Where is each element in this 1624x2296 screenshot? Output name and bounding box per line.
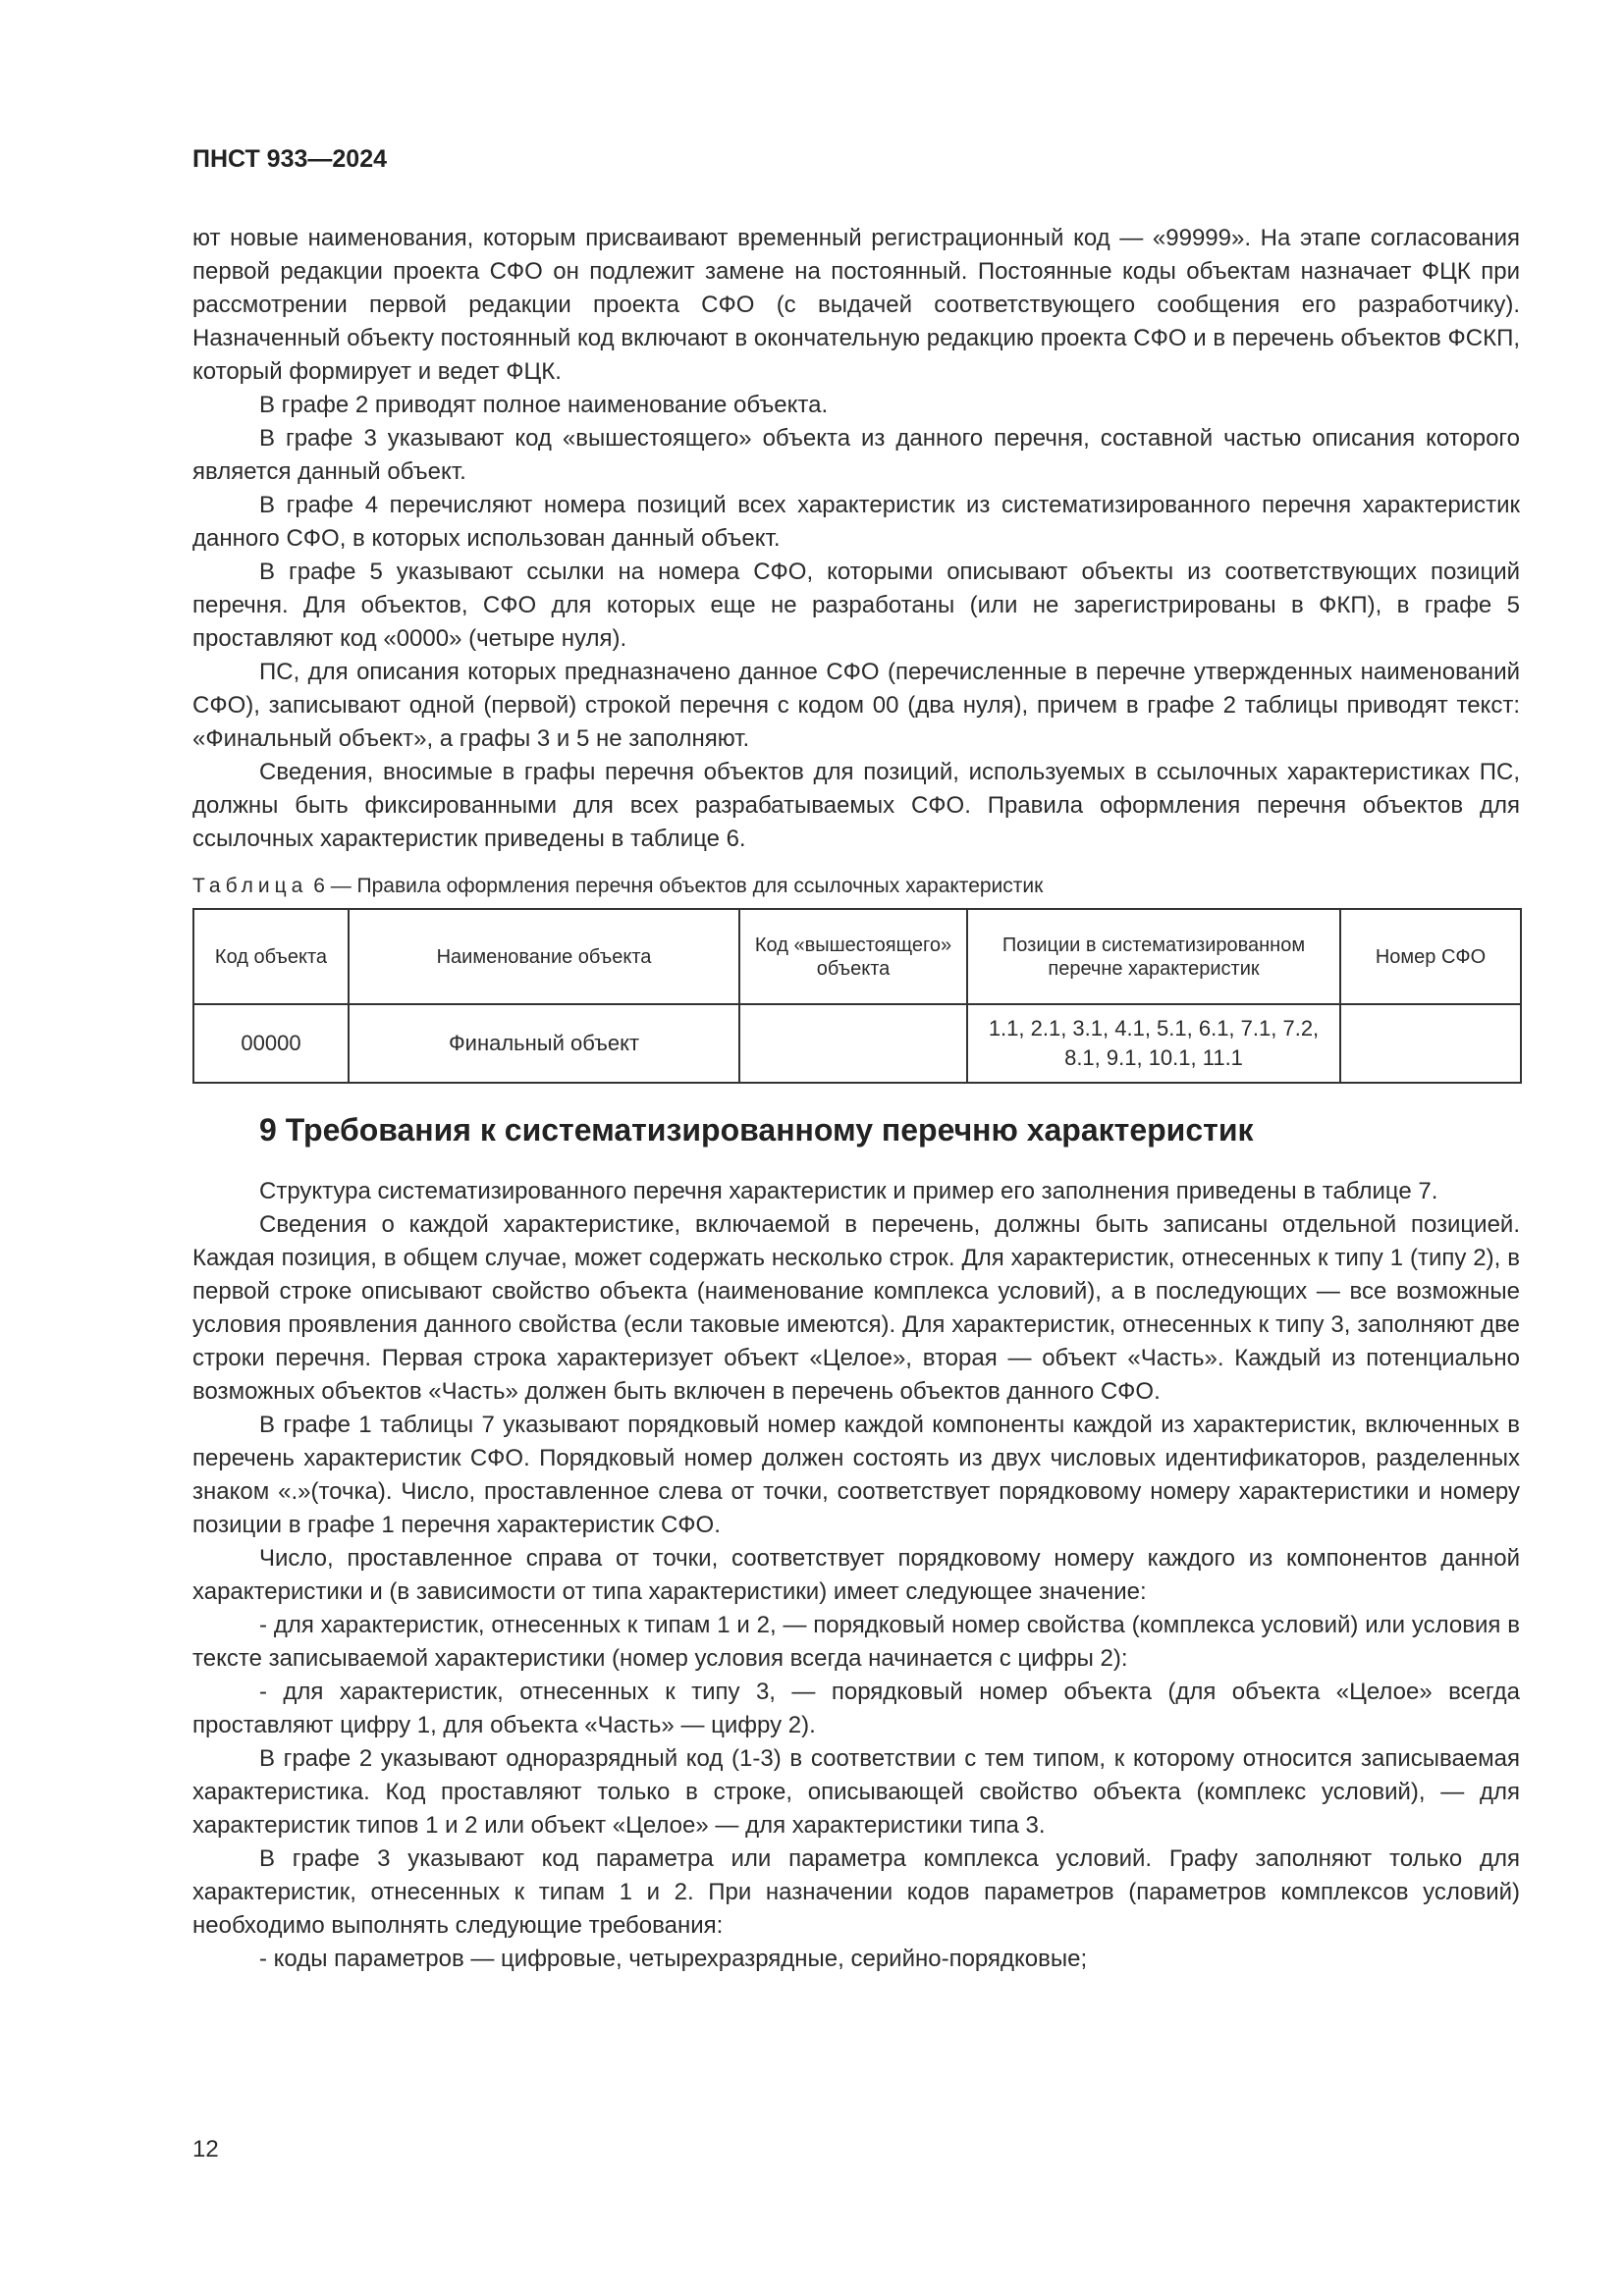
page-number: 12 [192,2136,219,2163]
paragraph: В графе 1 таблицы 7 указывают порядковый номер каждой компоненты каждой из характеристик, включенных в перечень характеристик СФО. Порядковый номер должен состоять из двух числовых идентификаторов, разделенных знаком «.»(точка). Число, проставленное слева от точки, соответствует порядковому номеру характеристики и номеру позиции в графе 1 перечня характеристик СФО. [192,1412,1520,1538]
paragraph: ПС, для описания которых предназначено данное СФО (перечисленные в перечне утвержденных наименований СФО), записывают одной (первой) строкой перечня с кодом 00 (два нуля), причем в графе 2 таблицы приводят текст: «Финальный объект», а графы 3 и 5 не заполняют. [192,659,1520,752]
paragraph: - коды параметров — цифровые, четырехразрядные, серийно-порядковые; [259,1946,1088,1972]
paragraph: В графе 5 указывают ссылки на номера СФО, которыми описывают объекты из соответствующих позиций перечня. Для объектов, СФО для которых еще не разработаны (или не зарегистрированы в ФКП), в графе 5 проставляют код «0000» (четыре нуля). [192,559,1520,652]
paragraph: В графе 3 указывают код параметра или параметра комплекса условий. Графу заполняют только для характеристик, отнесенных к типам 1 и 2. При назначении кодов параметров (параметров комплексов условий) необходимо выполнять следующие требования: [192,1845,1520,1939]
col-header-positions: Позиции в систематизированном перечне характеристик [967,909,1340,1004]
table-cell: Финальный объект [349,1004,739,1083]
paragraph: В графе 2 приводят полное наименование объекта. [259,392,829,418]
table-caption-label: Таблица [192,875,308,897]
paragraph: Сведения о каждой характеристике, включаемой в перечень, должны быть записаны отдельной позицией. Каждая позиция, в общем случае, может содержать несколько строк. Для характеристик, отнесенных к типу 1 (типу 2), в первой строке описывают свойство объекта (наименование комплекса условий), а в последующих — все возможные условия проявления данного свойства (если таковые имеются). Для характеристик, отнесенных к типу 3, заполняют две строки перечня. Первая строка характеризует объект «Целое», вторая — объект «Часть». Каждый из потенциально возможных объектов «Часть» должен быть включен в перечень объектов данного СФО. [192,1211,1520,1405]
table-cell: 1.1, 2.1, 3.1, 4.1, 5.1, 6.1, 7.1, 7.2, 8.1, 9.1, 10.1, 11.1 [967,1004,1340,1083]
paragraph: В графе 3 указывают код «вышестоящего» объекта из данного перечня, составной частью описания которого является данный объект. [192,425,1520,485]
body-text-bottom [192,1175,1520,1976]
col-header-parent-code: Код «вышестоящего» объекта [739,909,967,1004]
col-header-object-name: Наименование объекта [349,909,739,1004]
paragraph: В графе 2 указывают одноразрядный код (1-3) в соответствии с тем типом, к которому относится записываемая характеристика. Код проставляют только в строке, описывающей свойство объекта (комплекс условий), — для характеристик типов 1 и 2 или объект «Целое» — для характеристики типа 3. [192,1745,1520,1839]
col-header-object-code: Код объекта [193,909,349,1004]
body-text-top [192,222,1520,856]
paragraph: В графе 4 перечисляют номера позиций всех характеристик из систематизированного перечня характеристик данного СФО, в которых использован данный объект. [192,492,1520,552]
document-header: ПНСТ 933—2024 [192,145,387,173]
table-header-row [193,909,1521,1004]
paragraph: Сведения, вносимые в графы перечня объектов для позиций, используемых в ссылочных характеристиках ПС, должны быть фиксированными для всех разрабатываемых СФО. Правила оформления перечня объектов для ссылочных характеристик приведены в таблице 6. [192,759,1520,852]
table-row [193,1004,1521,1083]
paragraph: - для характеристик, отнесенных к типам 1 и 2, — порядковый номер свойства (комплекса условий) или условия в тексте записываемой характеристики (номер условия всегда начинается с цифры 2): [192,1612,1520,1672]
col-header-sfo-number: Номер СФО [1340,909,1521,1004]
section-heading: 9 Требования к систематизированному перечню характеристик [259,1112,1254,1148]
table-caption [192,875,1043,898]
table-cell [739,1004,967,1083]
table-cell [1340,1004,1521,1083]
table-cell: 00000 [193,1004,349,1083]
table-caption-text: 6 — Правила оформления перечня объектов для ссылочных характеристик [313,875,1044,897]
paragraph: - для характеристик, отнесенных к типу 3, — порядковый номер объекта (для объекта «Целое» всегда проставляют цифру 1, для объекта «Часть» — цифру 2). [192,1679,1520,1738]
objects-table [192,908,1522,1084]
paragraph: Число, проставленное справа от точки, соответствует порядковому номеру каждого из компонентов данной характеристики и (в зависимости от типа характеристики) имеет следующее значение: [192,1545,1520,1605]
paragraph: Структура систематизированного перечня характеристик и пример его заполнения приведены в таблице 7. [259,1178,1438,1204]
paragraph: ют новые наименования, которым присваивают временный регистрационный код — «99999». На этапе согласования первой редакции проекта СФО он подлежит замене на постоянный. Постоянные коды объектам назначает ФЦК при рассмотрении первой редакции проекта СФО (с выдачей соответствующего сообщения его разработчику). Назначенный объекту постоянный код включают в окончательную редакцию проекта СФО и в перечень объектов ФСКП, который формирует и ведет ФЦК. [192,225,1520,385]
